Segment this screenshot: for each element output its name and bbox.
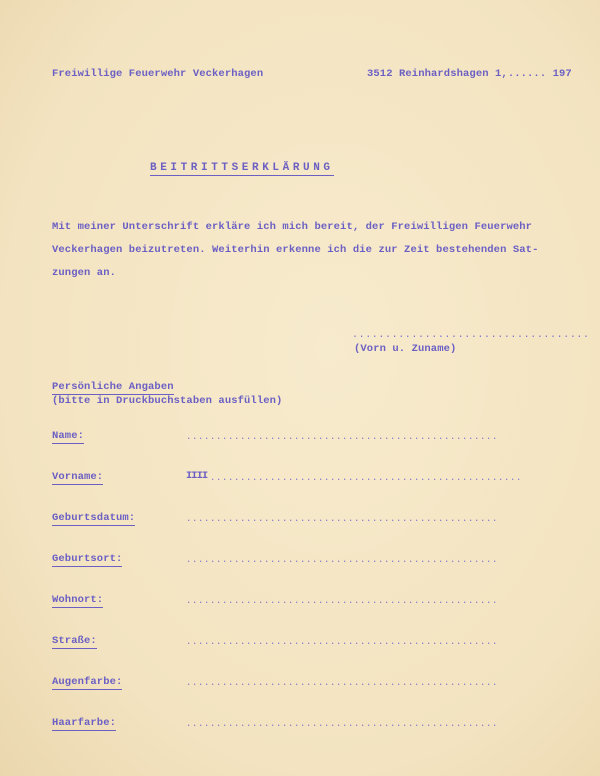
personal-info-title: Persönliche Angaben <box>52 381 174 393</box>
document-title: BEITRITTSERKLÄRUNG <box>150 162 334 174</box>
field-haarfarbe-input[interactable]: .................................................... <box>186 719 499 729</box>
form-row <box>52 471 572 512</box>
form-row <box>52 717 572 758</box>
organization-name: Freiwillige Feuerwehr Veckerhagen <box>52 68 264 80</box>
declaration-line-3: zungen an. <box>52 267 117 279</box>
declaration-text <box>52 216 538 285</box>
form-row <box>52 676 572 717</box>
field-label-wohnort: Wohnort: <box>52 594 104 606</box>
declaration-line-1: Mit meiner Unterschrift erkläre ich mich bereit, der Freiwilligen Feuerwehr <box>52 221 533 233</box>
field-label-geburtsdatum: Geburtsdatum: <box>52 512 136 524</box>
place-date-line: 3512 Reinhardshagen 1,...... 197 <box>367 68 572 80</box>
form-row <box>52 512 572 553</box>
field-vorname-value: IIII <box>186 470 208 482</box>
field-name-input[interactable]: .................................................... <box>186 432 499 442</box>
form-row <box>52 553 572 594</box>
field-label-strasse: Straße: <box>52 635 97 647</box>
form-row <box>52 594 572 635</box>
field-strasse-input[interactable]: .................................................... <box>186 637 499 647</box>
field-label-geburtsort: Geburtsort: <box>52 553 123 565</box>
form-fields <box>52 430 572 758</box>
field-wohnort-input[interactable]: .................................................... <box>186 596 499 606</box>
field-label-augenfarbe: Augenfarbe: <box>52 676 123 688</box>
field-label-vorname: Vorname: <box>52 471 104 483</box>
signature-line[interactable]: .................................... <box>352 330 590 341</box>
signature-label: (Vorn u. Zuname) <box>354 343 457 355</box>
form-row <box>52 430 572 471</box>
personal-info-heading <box>52 381 282 407</box>
field-geburtsort-input[interactable]: .................................................... <box>186 555 499 565</box>
field-augenfarbe-input[interactable]: .................................................... <box>186 678 499 688</box>
field-label-name: Name: <box>52 430 85 442</box>
field-label-haarfarbe: Haarfarbe: <box>52 717 117 729</box>
declaration-line-2: Veckerhagen beizutreten. Weiterhin erkenne ich die zur Zeit bestehenden Sat- <box>52 244 539 256</box>
personal-info-instruction: (bitte in Druckbuchstaben ausfüllen) <box>52 395 283 407</box>
field-geburtsdatum-input[interactable]: .................................................... <box>186 514 499 524</box>
form-row <box>52 635 572 676</box>
field-vorname-input[interactable]: .................................................... <box>210 473 523 483</box>
